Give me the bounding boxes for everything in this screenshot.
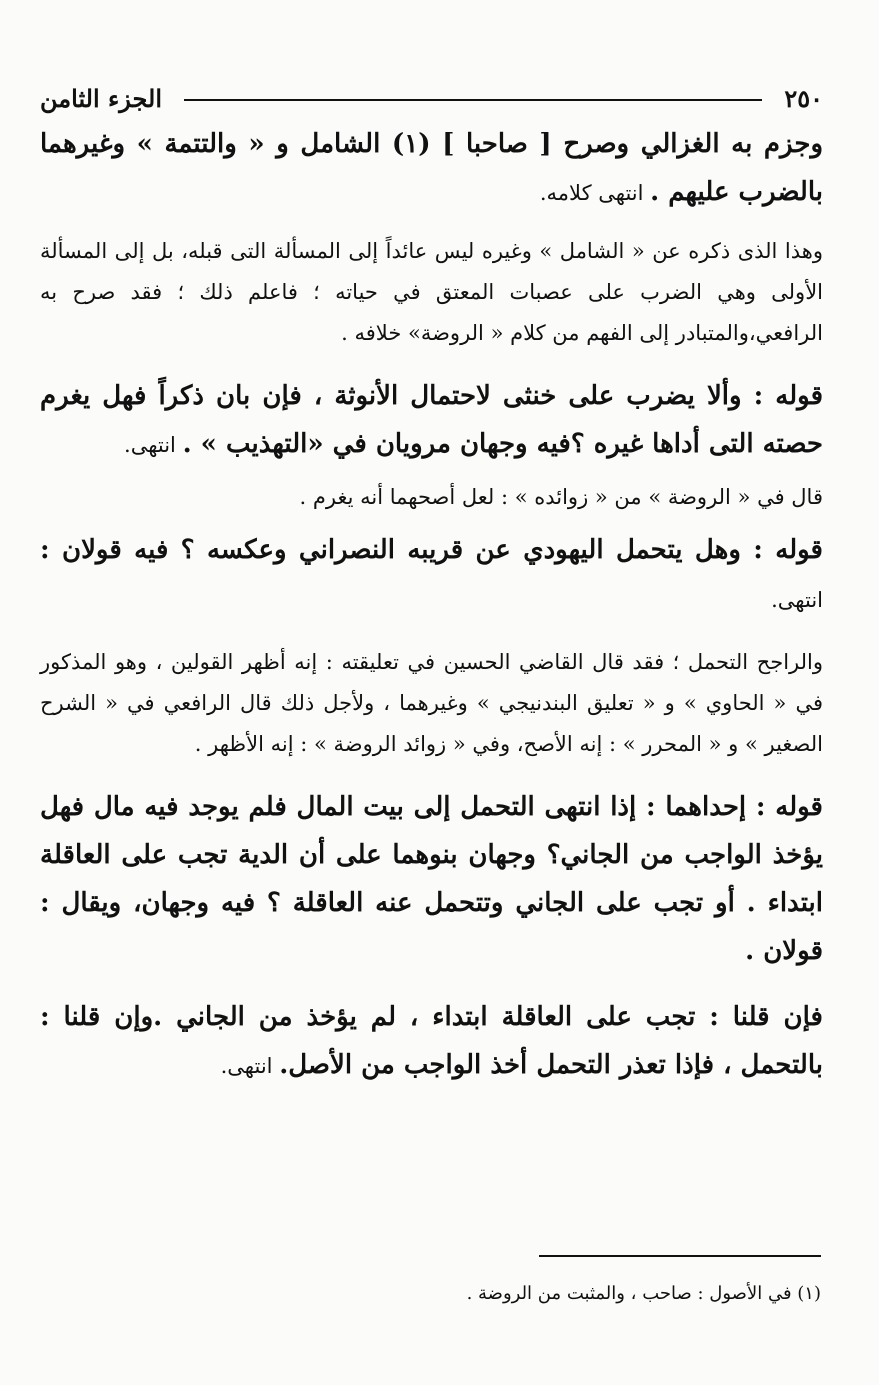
paragraph-5: [40, 526, 823, 624]
running-title: الجزء الثامن: [40, 83, 163, 113]
paragraph-text: قال في « الروضة » من « زوائده » : لعل أصحهما أنه يغرم .: [299, 485, 823, 509]
paragraph-2: [40, 231, 823, 354]
paragraph-tail: انتهى.: [220, 1054, 280, 1078]
header-rule: [184, 99, 762, 101]
paragraph-8: [40, 993, 823, 1090]
paragraph-1: [40, 120, 823, 217]
paragraph-6: [40, 642, 823, 765]
paragraph-tail: انتهى.: [124, 433, 183, 457]
paragraph-tail: انتهى كلامه.: [539, 181, 651, 205]
paragraph-text: قوله : إحداهما : إذا انتهى التحمل إلى بيت المال فلم يوجد فيه مال فهل يؤخذ الواجب من الجاني؟ وجهان بنوهما على أن الدية تجب على العاقلة ابتداء . أو تجب على الجاني وتتحمل عنه العاقلة ؟ فيه وجهان، ويقال : قولان .: [40, 792, 823, 966]
paragraph-4: [40, 477, 823, 518]
paragraph-text: والراجح التحمل ؛ فقد قال القاضي الحسين في تعليقته : إنه أظهر القولين ، وهو المذكور في « الحاوي » و « تعليق البندنيجي » وغيرهما ، ولأجل ذلك قال الرافعي في « الشرح الصغير » و « المحرر » : إنه الأصح، وفي « زوائد الروضة » : إنه الأظهر .: [40, 650, 823, 756]
page-number: ٢٥٠: [784, 83, 823, 113]
paragraph-text: قوله : وهل يتحمل اليهودي عن قريبه النصراني وعكسه ؟ فيه قولان :: [40, 535, 823, 565]
paragraph-text: وهذا الذى ذكره عن « الشامل » وغيره ليس عائداً إلى المسألة التى قبله، بل إلى المسألة الأولى وهي الضرب على عصبات المعتق في حياته ؛ فاعلم ذلك ؛ فقد صرح به الرافعي،والمتبادر إلى الفهم من كلام « الروضة» خلافه .: [40, 239, 823, 345]
paragraph-text: وجزم به الغزالي وصرح [ صاحبا ] (١) الشامل و « والتتمة » وغيرهما بالضرب عليهم .: [40, 129, 823, 207]
page-header: [40, 78, 823, 118]
paragraph-tail: انتهى.: [771, 588, 823, 612]
footnote: (١) في الأصول : صاحب ، والمثبت من الروضة .: [466, 1283, 821, 1304]
paragraph-7: [40, 783, 823, 975]
paragraph-3: [40, 372, 823, 469]
footnote-rule: [539, 1255, 821, 1257]
paragraph-text: قوله : وألا يضرب على خنثى لاحتمال الأنوثة ، فإن بان ذكراً فهل يغرم حصته التى أداها غيره ؟فيه وجهان مرويان في «التهذيب » .: [40, 381, 823, 459]
paragraph-text: فإن قلنا : تجب على العاقلة ابتداء ، لم يؤخذ من الجاني .وإن قلنا : بالتحمل ، فإذا تعذر التحمل أخذ الواجب من الأصل.: [40, 1002, 823, 1080]
